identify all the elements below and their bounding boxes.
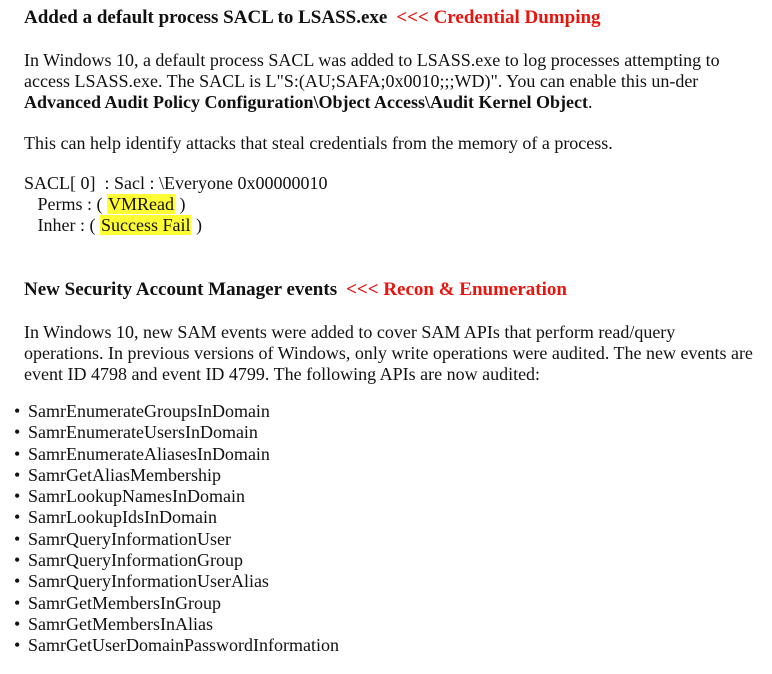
api-name: SamrLookupIdsInDomain [28, 507, 217, 528]
list-item [14, 571, 339, 592]
api-name: SamrQueryInformationUser [28, 528, 231, 549]
list-item [14, 422, 339, 443]
section2-tag: <<< Recon & Enumeration [346, 279, 567, 300]
api-name: SamrGetMembersInAlias [28, 613, 213, 634]
bullet-icon: • [14, 613, 21, 634]
list-item [14, 614, 339, 635]
list-item [14, 401, 339, 422]
api-name: SamrGetMembersInGroup [28, 592, 221, 613]
bullet-icon: • [14, 507, 21, 528]
sacl-line: SACL[ 0] : Sacl : \Everyone 0x00000010 [24, 173, 328, 193]
bullet-icon: • [14, 550, 21, 571]
inher-line [24, 215, 772, 236]
list-item [14, 529, 339, 550]
section2-title: New Security Account Manager events [24, 279, 338, 300]
section2-paragraph: In Windows 10, new SAM events were added to cover SAM APIs that perform read/query operations. In previous versions of Windows, only write operations were audited. The new events are event ID 4798 and event ID 4799. The following APIs are now audited: [24, 322, 753, 384]
api-name: SamrEnumerateGroupsInDomain [28, 401, 270, 421]
bullet-icon: • [14, 464, 21, 485]
bullet-icon: • [14, 592, 21, 613]
api-name: SamrQueryInformationUserAlias [28, 571, 269, 592]
list-item [14, 507, 339, 528]
perms-line [24, 194, 772, 215]
list-item [14, 465, 339, 486]
section1-para-start: In Windows 10, a default process SACL was added to LSASS.exe to log processes attempting to access LSASS.exe. The SACL is L"S:(AU;SAFA;0x0010;;;WD)". You can enable this un-der [24, 50, 720, 91]
audited-api-list [14, 401, 339, 657]
bullet-icon: • [14, 635, 21, 656]
sacl-block [24, 173, 772, 236]
bullet-icon: • [14, 401, 21, 421]
bullet-icon: • [14, 443, 21, 464]
section1-heading [24, 7, 772, 29]
list-item [14, 550, 339, 571]
audit-policy-path: Advanced Audit Policy Configuration\Object Access\Audit Kernel Object [24, 92, 588, 112]
section1-para-end: . [587, 92, 593, 112]
bullet-icon: • [14, 486, 21, 507]
api-name: SamrLookupNamesInDomain [28, 486, 245, 507]
list-item [14, 486, 339, 507]
bullet-icon: • [14, 571, 21, 592]
inher-suffix: ) [191, 215, 202, 235]
list-item [14, 444, 339, 465]
inher-prefix: Inher : ( [24, 215, 100, 235]
api-name: SamrEnumerateAliasesInDomain [28, 443, 270, 464]
api-name: SamrGetUserDomainPasswordInformation [28, 635, 339, 656]
section2-heading [24, 279, 772, 301]
list-item [14, 593, 339, 614]
api-name: SamrQueryInformationGroup [28, 550, 243, 571]
section1-tag: <<< Credential Dumping [396, 7, 601, 28]
section1-title: Added a default process SACL to LSASS.exe [24, 7, 388, 28]
list-item [14, 635, 339, 656]
section1-paragraph [24, 50, 754, 113]
bullet-icon: • [14, 528, 21, 549]
api-name: SamrGetAliasMembership [28, 464, 221, 485]
inher-value-highlight: Success Fail [100, 215, 191, 235]
perms-suffix: ) [175, 194, 186, 214]
bullet-icon: • [14, 422, 21, 443]
section1-summary: This can help identify attacks that steal credentials from the memory of a process. [24, 133, 613, 153]
perms-prefix: Perms : ( [24, 194, 107, 214]
api-name: SamrEnumerateUsersInDomain [28, 422, 258, 443]
perms-value-highlight: VMRead [108, 194, 174, 214]
